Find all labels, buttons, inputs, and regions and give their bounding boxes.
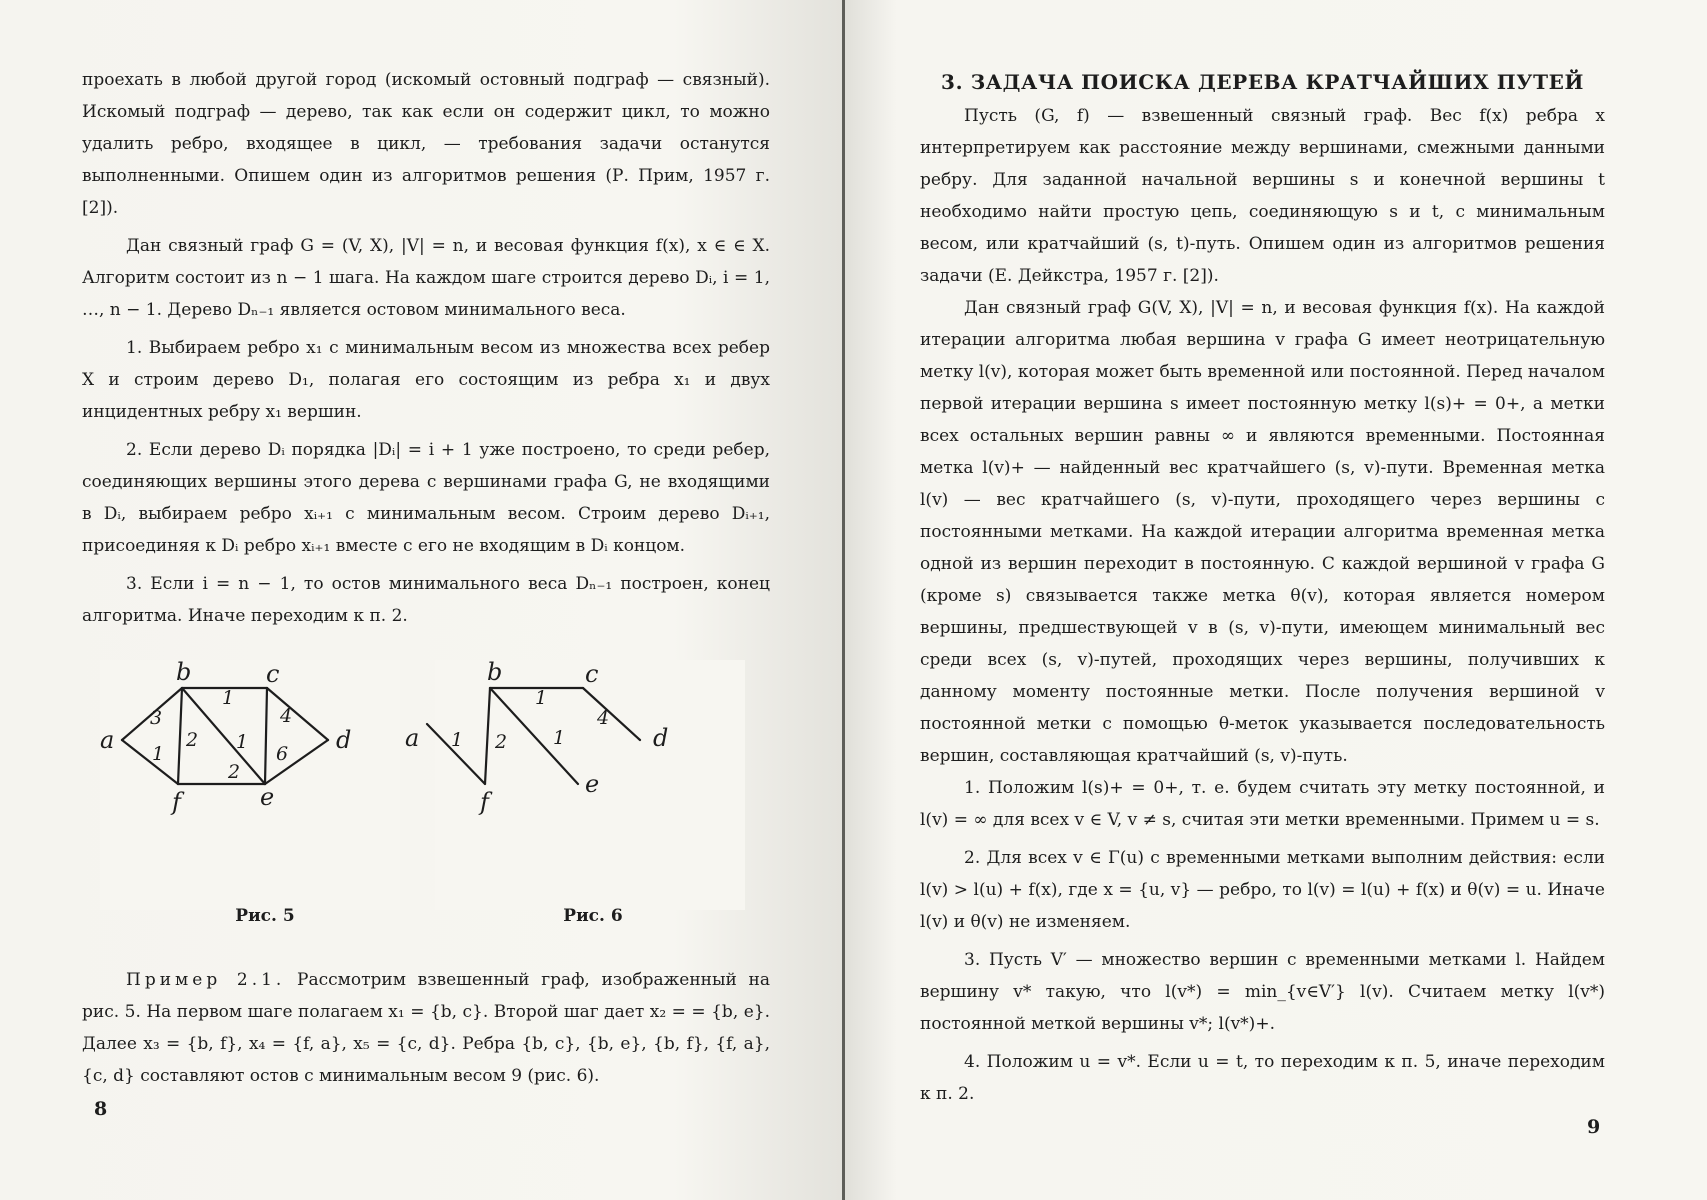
fig6-weight-c-d: 4 xyxy=(597,707,610,729)
figure-6-drawing xyxy=(405,658,745,910)
fig5-weight-a-f: 1 xyxy=(152,743,165,765)
example-block xyxy=(82,964,770,1092)
page-number-right: 9 xyxy=(1587,1116,1601,1138)
fig5-vertex-c: c xyxy=(266,660,280,688)
algorithm-step: 1. Положим l(s)+ = 0+, т. е. будем считать эту метку постоянной, и l(v) = ∞ для всех v ∈ V, v ≠ s, считая эти метки временными. Примем u = s. xyxy=(920,778,1605,830)
fig5-vertex-d: d xyxy=(336,726,352,754)
algorithm-step: 2. Для всех v ∈ Γ(u) с временными метками выполним действия: если l(v) > l(u) + f(x), где x = {u, v} — ребро, то l(v) = l(u) + f(x) и θ(v) = u. Иначе l(v) и θ(v) не изменяем. xyxy=(920,848,1605,932)
figure-6-caption: Рис. 6 xyxy=(563,906,623,926)
left-page-text xyxy=(82,64,770,632)
fig5-weight-c-e: 6 xyxy=(276,743,289,765)
fig5-weight-a-b: 3 xyxy=(150,707,163,729)
fig5-vertex-b: b xyxy=(176,658,192,686)
example-label: Пример 2.1. xyxy=(126,970,286,990)
fig5-weight-f-e: 2 xyxy=(228,761,241,783)
fig6-weight-b-f: 2 xyxy=(495,731,508,753)
fig6-vertex-f: f xyxy=(480,788,489,816)
fig6-vertex-e: e xyxy=(585,770,600,798)
fig5-vertex-f: f xyxy=(172,788,181,816)
fig5-weight-b-f: 2 xyxy=(186,729,199,751)
fig5-weight-c-d: 4 xyxy=(280,705,293,727)
algorithm-step: 3. Пусть V′ — множество вершин с временными метками l. Найдем вершину v* такую, что l(v*) = min_{v∈V′} l(v). Считаем метку l(v*) постоянной меткой вершины v*; l(v*)+. xyxy=(920,950,1605,1034)
fig6-weight-b-c: 1 xyxy=(535,687,548,709)
algorithm-step: 1. Выбираем ребро x₁ с минимальным весом из множества всех ребер X и строим дерево D₁, полагая его состоящим из ребра x₁ и двух инцидентных ребру x₁ вершин. xyxy=(82,338,770,422)
fig6-weight-a-f: 1 xyxy=(451,729,464,751)
section-title: 3. ЗАДАЧА ПОИСКА ДЕРЕВА КРАТЧАЙШИХ ПУТЕЙ xyxy=(941,70,1584,94)
right-paragraph: Пусть (G, f) — взвешенный связный граф. Вес f(x) ребра x интерпретируем как расстояние между вершинами, смежными данными ребру. Для заданной начальной вершины s и конечной вершины t необходимо найти простую цепь, соединяющую s и t, с минимальным весом, или кратчайший (s, t)-путь. Опишем один из алгоритмов решения задачи (Е. Дейкстра, 1957 г. [2]). xyxy=(920,106,1605,286)
example-text: Рассмотрим взвешенный граф, изображенный на рис. 5. На первом шаге полагаем x₁ = {b, c}. Второй шаг дает x₂ = = {b, e}. Далее x₃ = {b, f}, x₄ = {f, a}, x₅ = {c, d}. Ребра {b, c}, {b, e}, {b, f}, {f, a}, {c, d} составляют остов с минимальным весом 9 (рис. 6). xyxy=(82,970,770,1086)
fig5-weight-b-e: 1 xyxy=(236,731,249,753)
left-paragraph: проехать в любой другой город (искомый остовный подграф — связный). Искомый подграф — дерево, так как если он содержит цикл, то можно удалить ребро, входящее в цикл, — требования задачи останутся выполненными. Опишем один из алгоритмов решения (Р. Прим, 1957 г. [2]). xyxy=(82,70,770,218)
algorithm-step: 3. Если i = n − 1, то остов минимального веса Dₙ₋₁ построен, конец алгоритма. Иначе переходим к п. 2. xyxy=(82,574,770,626)
fig6-vertex-c: c xyxy=(585,660,599,688)
fig5-vertex-a: a xyxy=(100,726,115,754)
fig6-vertex-b: b xyxy=(487,658,503,686)
algorithm-step: 4. Положим u = v*. Если u = t, то переходим к п. 5, иначе переходим к п. 2. xyxy=(920,1052,1605,1104)
right-page-text xyxy=(920,64,1605,1110)
page-number-left: 8 xyxy=(94,1098,108,1120)
figure-5-drawing xyxy=(100,660,400,910)
fig5-weight-b-c: 1 xyxy=(222,687,235,709)
figure-5-caption: Рис. 5 xyxy=(235,906,295,926)
right-paragraph: Дан связный граф G(V, X), |V| = n, и весовая функция f(x). На каждой итерации алгоритма любая вершина v графа G имеет неотрицательную метку l(v), которая может быть временной или постоянной. Перед началом первой итерации вершина s имеет постоянную метку l(s)+ = 0+, а метки всех остальных вершин равны ∞ и являются временными. Постоянная метка l(v)+ — найденный вес кратчайшего (s, v)-пути. Временная метка l(v) — вес кратчайшего (s, v)-пути, проходящего через вершины с постоянными метками. На каждой итерации алгоритма временная метка одной из вершин переходит в постоянную. С каждой вершиной v графа G (кроме s) связывается также метка θ(v), которая является номером вершины, предшествующей v в (s, v)-пути, имеющем минимальный вес среди всех (s, v)-путей, проходящих через вершины, получивших к данному моменту постоянные метки. После получения вершиной v постоянной метки с помощью θ-меток указывается последовательность вершин, составляющая кратчайший (s, v)-путь. xyxy=(920,298,1605,766)
algorithm-step: 2. Если дерево Dᵢ порядка |Dᵢ| = i + 1 уже построено, то среди ребер, соединяющих вершины этого дерева с вершинами графа G, не входящими в Dᵢ, выбираем ребро xᵢ₊₁ с минимальным весом. Строим дерево Dᵢ₊₁, присоединяя к Dᵢ ребро xᵢ₊₁ вместе с его не входящим в Dᵢ концом. xyxy=(82,440,770,556)
fig6-weight-b-e: 1 xyxy=(553,727,566,749)
fig6-vertex-a: a xyxy=(405,724,420,752)
fig5-vertex-e: e xyxy=(260,783,275,811)
fig6-vertex-d: d xyxy=(653,724,669,752)
left-paragraph: Дан связный граф G = (V, X), |V| = n, и весовая функция f(x), x ∈ ∈ X. Алгоритм состоит из n − 1 шага. На каждом шаге строится дерево Dᵢ, i = 1, …, n − 1. Дерево Dₙ₋₁ является остовом минимального веса. xyxy=(82,236,770,320)
